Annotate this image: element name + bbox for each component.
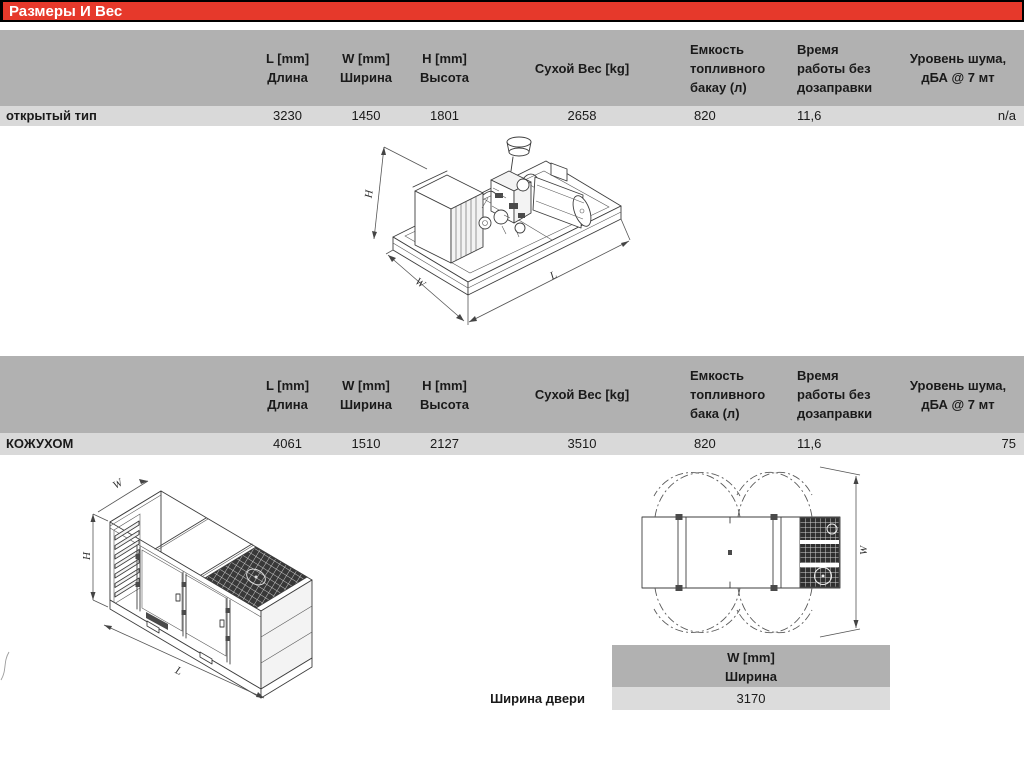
value-length: 4061 [273, 436, 302, 451]
col-header-spacer [0, 356, 240, 433]
dim-label-w: W [110, 476, 125, 492]
value-fuel-capacity: 820 [694, 108, 716, 123]
col-header-dry-weight: Сухой Вес [kg] [534, 60, 630, 76]
value-run-time: 11,6 [797, 436, 822, 451]
door-width-label: Ширина двери [490, 691, 585, 706]
open-type-table-header [0, 30, 1024, 106]
value-width: 1450 [351, 108, 381, 123]
value-width: 1510 [351, 436, 381, 451]
col-header-run-time: Время работы без дозаправки [797, 368, 873, 421]
door-width-table [612, 645, 890, 710]
section-title-bar [0, 0, 1024, 22]
value-dry-weight: 3510 [567, 436, 597, 451]
radiator [413, 171, 483, 263]
dim-label-l: L [548, 268, 559, 283]
value-noise-level: 75 [1001, 436, 1016, 451]
col-header-spacer [0, 30, 240, 106]
value-dry-weight: 2658 [567, 108, 597, 123]
col-header-noise-level: Уровень шума, дБА @ 7 мт [909, 377, 1007, 412]
air-cleaner [507, 137, 531, 171]
canopy-top-view-drawing [620, 452, 910, 642]
row-label-open-type: открытый тип [6, 108, 97, 123]
dim-label-l: L [173, 664, 184, 678]
col-header-noise-level: Уровень шума, дБА @ 7 мт [909, 51, 1007, 85]
col-header-dry-weight: Сухой Вес [kg] [534, 387, 630, 402]
dim-label-h: H [363, 189, 376, 199]
dim-label-h: H [81, 552, 93, 560]
col-header-height: H [mm] Высота [420, 51, 469, 85]
dimension-h [81, 514, 108, 607]
value-height: 2127 [430, 436, 459, 451]
door-width-value: 3170 [612, 687, 890, 710]
col-header-length: L [mm] Длина [265, 51, 310, 85]
dim-label-w: W [412, 275, 428, 291]
dim-label-w: W [858, 545, 870, 555]
canopy-genset-drawing [60, 462, 365, 707]
canopy-table-header [0, 356, 1024, 433]
open-type-table [0, 30, 1024, 126]
door-width-table-header: W [mm] Ширина [612, 645, 890, 687]
col-header-run-time: Время работы без дозаправки [797, 41, 873, 95]
end-grille [800, 518, 839, 587]
col-header-length: L [mm] Длина [265, 377, 310, 412]
value-run-time: 11,6 [797, 108, 822, 123]
col-header-width: W [mm] Ширина [339, 51, 393, 85]
row-label-canopy: КОЖУХОМ [6, 436, 74, 451]
value-fuel-capacity: 820 [694, 436, 716, 451]
value-length: 3230 [273, 108, 302, 123]
section-title: Размеры И Вес [9, 2, 123, 20]
open-type-table-row [0, 106, 1024, 126]
col-header-fuel-capacity: Емкость топливного бакау (л) [690, 41, 766, 95]
col-header-fuel-capacity: Емкость топливного бака (л) [690, 368, 766, 421]
canopy-table [0, 356, 1024, 455]
value-noise-level: n/a [997, 108, 1016, 123]
open-genset-drawing [363, 133, 663, 343]
col-header-height: H [mm] Высота [420, 377, 469, 412]
col-header-width: W [mm] Ширина [339, 377, 393, 412]
value-height: 1801 [430, 108, 459, 123]
clipped-dimension-mark [0, 648, 12, 688]
